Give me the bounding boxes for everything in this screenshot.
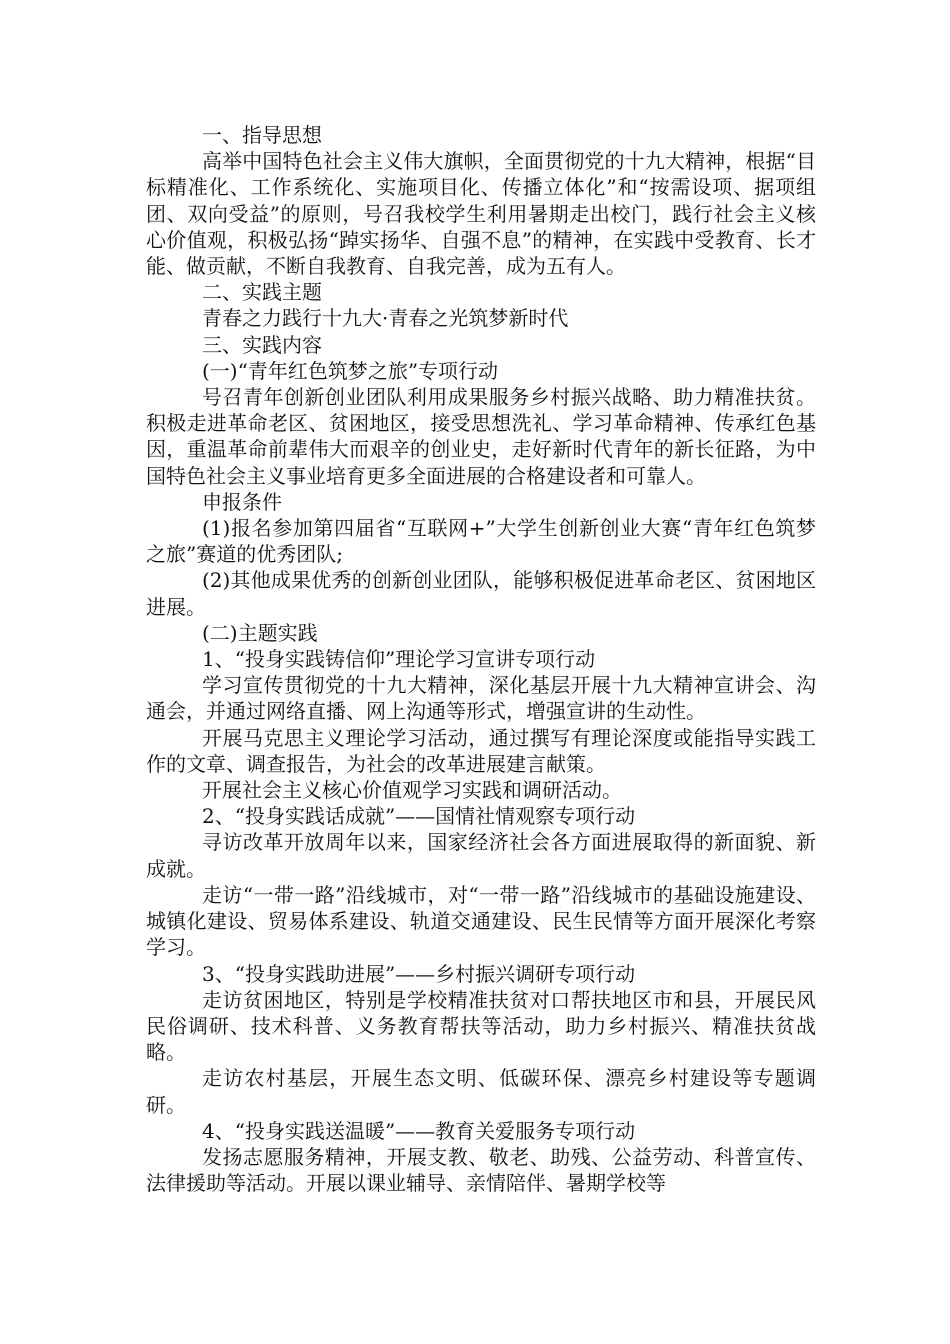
heading-practice-content: 三、实践内容 xyxy=(202,332,322,357)
paragraph: 开展马克思主义理论学习活动，通过撰写有理论深度或能指导实践工作的文章、调查报告，为社会的改革进展建言献策。 xyxy=(146,725,816,776)
list-item: (1)报名参加第四届省“互联网+”大学生创新创业大赛“青年红色筑梦之旅”赛道的优秀团队; xyxy=(146,516,816,567)
paragraph: 高举中国特色社会主义伟大旗帜，全面贯彻党的十九大精神，根据“目标精准化、工作系统化、实施项目化、传播立体化”和“按需设项、据项组团、双向受益”的原则，号召我校学生利用暑期走出校门，践行社会主义核心价值观，积极弘扬“踔实扬华、自强不息”的精神，在实践中受教育、长才能、做贡献，不断自我教育、自我完善，成为五有人。 xyxy=(146,149,816,279)
heading-guiding-ideology: 一、指导思想 xyxy=(202,123,322,147)
paragraph: 学习宣传贯彻党的十九大精神，深化基层开展十九大精神宣讲会、沟通会，并通过网络直播、网上沟通等形式，增强宣讲的生动性。 xyxy=(146,673,816,724)
theme-slogan: 青春之力践行十九大·青春之光筑梦新时代 xyxy=(202,306,569,331)
subheading-action-3: 3、“投身实践助进展”——乡村振兴调研专项行动 xyxy=(202,961,636,986)
paragraph: 走访农村基层，开展生态文明、低碳环保、漂亮乡村建设等专题调研。 xyxy=(146,1066,816,1117)
paragraph: 寻访改革开放周年以来，国家经济社会各方面进展取得的新面貌、新成就。 xyxy=(146,830,816,881)
paragraph: 走访贫困地区，特别是学校精准扶贫对口帮扶地区市和县，开展民风民俗调研、技术科普、义务教育帮扶等活动，助力乡村振兴、精准扶贫战略。 xyxy=(146,987,816,1065)
list-item: (2)其他成果优秀的创新创业团队，能够积极促进革命老区、贫困地区进展。 xyxy=(146,568,816,619)
heading-practice-theme: 二、实践主题 xyxy=(202,280,322,305)
subheading-application-conditions: 申报条件 xyxy=(202,489,282,514)
subheading-theme-practice: (二)主题实践 xyxy=(202,620,318,645)
document-body xyxy=(146,122,816,1196)
subheading-red-dream-journey: (一)“青年红色筑梦之旅”专项行动 xyxy=(202,358,499,383)
paragraph: 开展社会主义核心价值观学习实践和调研活动。 xyxy=(202,778,622,803)
paragraph: 发扬志愿服务精神，开展支教、敬老、助残、公益劳动、科普宣传、法律援助等活动。开展以课业辅导、亲情陪伴、暑期学校等 xyxy=(146,1144,816,1196)
paragraph: 号召青年创新创业团队利用成果服务乡村振兴战略、助力精准扶贫。积极走进革命老区、贫困地区，接受思想洗礼、学习革命精神、传承红色基因，重温革命前辈伟大而艰辛的创业史，走好新时代青年的新长征路，为中国特色社会主义事业培育更多全面进展的合格建设者和可靠人。 xyxy=(146,385,816,488)
subheading-action-4: 4、“投身实践送温暖”——教育关爱服务专项行动 xyxy=(202,1118,636,1143)
paragraph: 走访“一带一路”沿线城市，对“一带一路”沿线城市的基础设施建设、城镇化建设、贸易体系建设、轨道交通建设、民生民情等方面开展深化考察学习。 xyxy=(146,882,816,960)
subheading-action-2: 2、“投身实践话成就”——国情社情观察专项行动 xyxy=(202,804,636,829)
subheading-action-1: 1、“投身实践铸信仰”理论学习宣讲专项行动 xyxy=(202,647,596,672)
